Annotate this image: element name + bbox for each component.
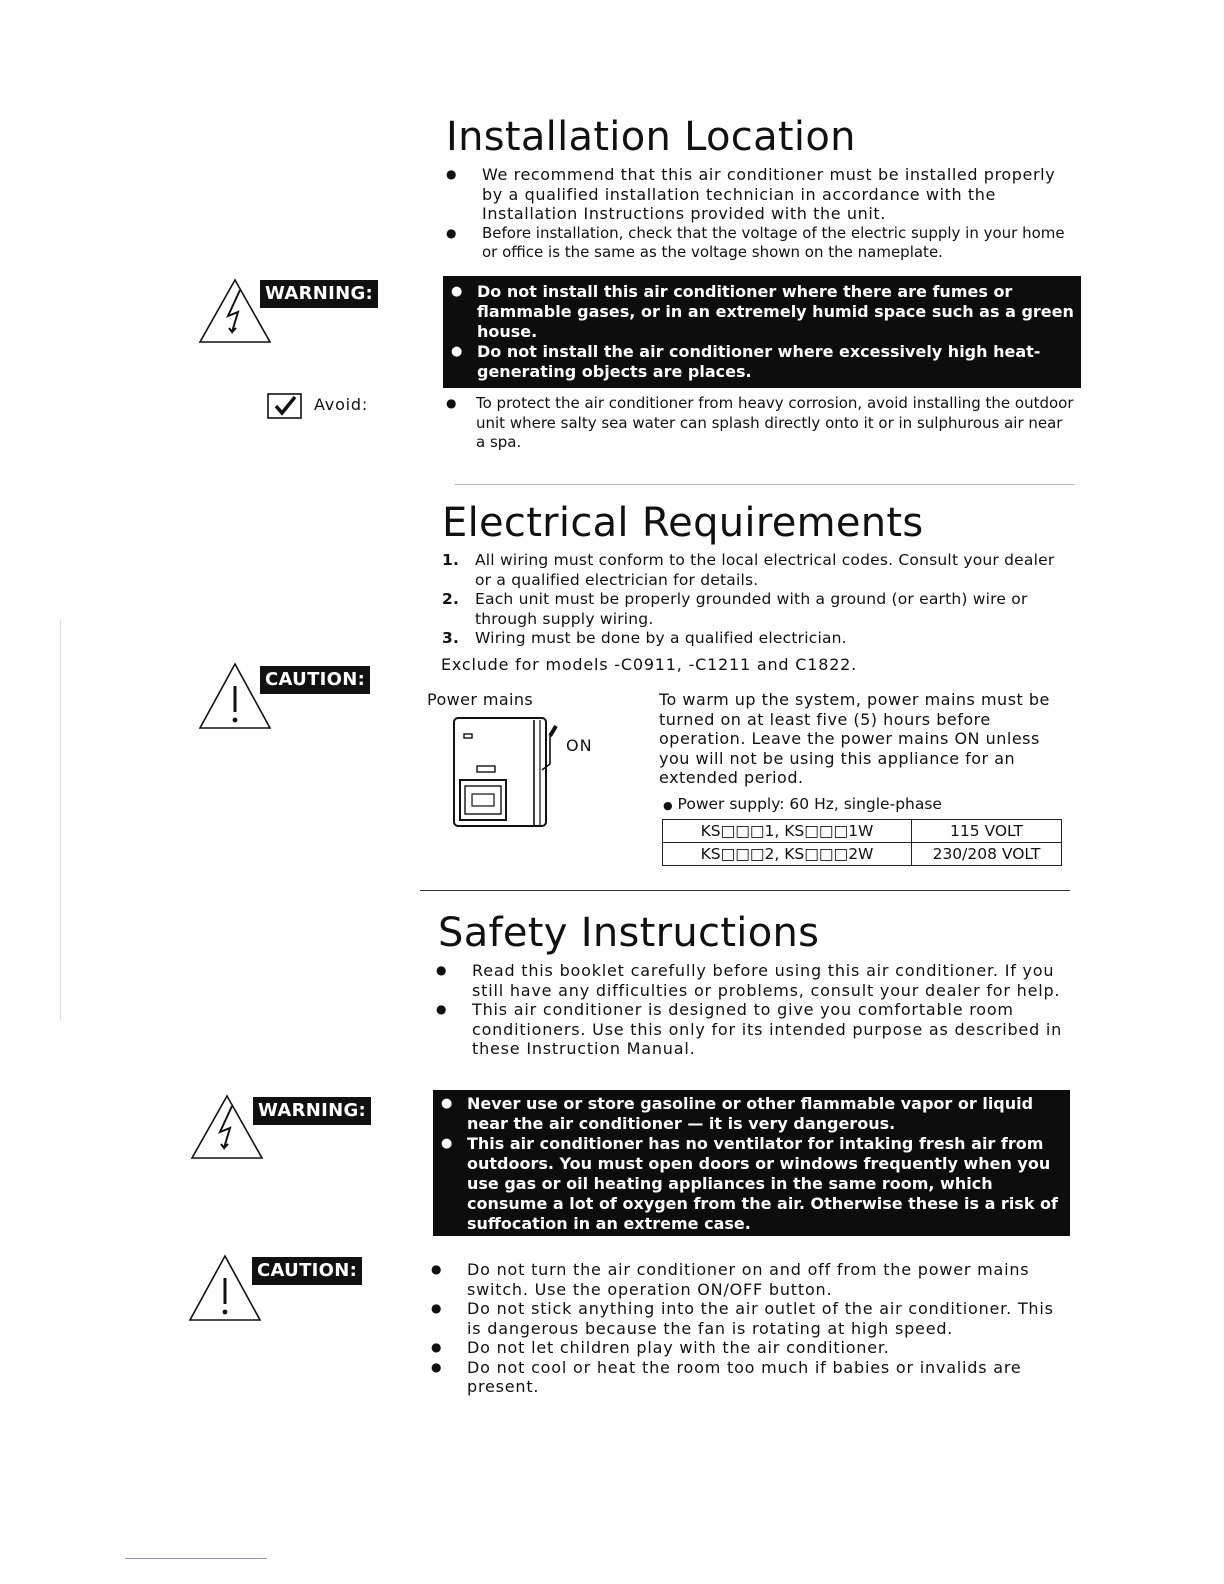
electrical-item-2-text: Each unit must be properly grounded with a ground (or earth) wire or through supply wiring. (475, 590, 1028, 628)
safety-warning-item-1: ● Never use or store gasoline or other flammable vapor or liquid near the air conditioner — it is very dangerous. (437, 1094, 1064, 1134)
electrical-item-3-text: Wiring must be done by a qualified electrician. (475, 629, 847, 647)
safety-title: Safety Instructions (438, 910, 820, 956)
electrical-item-3 (442, 629, 1072, 649)
power-supply-text (663, 795, 942, 813)
on-label: ON (566, 736, 593, 755)
section-divider-1 (455, 484, 1075, 485)
electrical-item-1-num: 1. (442, 551, 460, 569)
power-supply-label: Power supply: 60 Hz, single-phase (677, 795, 942, 813)
table-row (663, 843, 1062, 866)
safety-warning-box (433, 1090, 1070, 1236)
safety-bullet-2: ● This air conditioner is designed to give you comfortable room conditioners. Use this only for its intended purpose as described in these Instruction Manual. (436, 1000, 1066, 1059)
page-edge-mark (60, 620, 61, 1020)
voltage-model-cell: KS□□□1, KS□□□1W (663, 820, 912, 843)
voltage-model-cell: KS□□□2, KS□□□2W (663, 843, 912, 866)
electrical-item-2 (442, 590, 1072, 629)
installation-warning-box (443, 276, 1081, 388)
safety-bullets (436, 961, 1066, 1059)
electrical-title: Electrical Requirements (442, 500, 924, 546)
power-supply-bullet: ● (663, 799, 673, 812)
avoid-checkbox-icon (267, 391, 303, 425)
avoid-label: Avoid: (314, 395, 369, 414)
electrical-list (442, 551, 1072, 649)
installation-bullet-2: ● Before installation, check that the voltage of the electric supply in your home or office is the same as the voltage shown on the nameplate. (446, 224, 1076, 263)
safety-caution-list (431, 1260, 1071, 1397)
installation-warning-badge: WARNING: (260, 280, 378, 308)
table-row (663, 820, 1062, 843)
voltage-table (662, 819, 1062, 866)
electrical-item-2-num: 2. (442, 590, 460, 608)
voltage-value-cell: 230/208 VOLT (912, 843, 1062, 866)
installation-title: Installation Location (446, 114, 856, 160)
installation-warning-item-2: ● Do not install the air conditioner where excessively high heat-generating objects are places. (447, 342, 1075, 382)
safety-warning-badge: WARNING: (253, 1097, 371, 1125)
section-divider-2 (420, 890, 1070, 891)
electrical-caution-badge: CAUTION: (260, 666, 370, 694)
safety-caution-item-3: ● Do not let children play with the air conditioner. (431, 1338, 1071, 1358)
exclude-text: Exclude for models -C0911, -C1211 and C1822. (441, 655, 858, 674)
safety-caution-item-2: ● Do not stick anything into the air outlet of the air conditioner. This is dangerous because the fan is rotating at high speed. (431, 1299, 1071, 1338)
installation-bullet-1: ● We recommend that this air conditioner must be installed properly by a qualified installation technician in accordance with the Installation Instructions provided with the unit. (446, 165, 1076, 224)
safety-warning-item-2: ● This air conditioner has no ventilator for intaking fresh air from outdoors. You must open doors or windows frequently when you use gas or oil heating appliances in the same room, which consume a lot of oxygen from the air. Otherwise these is a risk of suffocation in an extreme case. (437, 1134, 1064, 1234)
electrical-item-1 (442, 551, 1072, 590)
safety-caution-item-1: ● Do not turn the air conditioner on and off from the power mains switch. Use the operation ON/OFF button. (431, 1260, 1071, 1299)
power-mains-switch-icon (450, 714, 562, 836)
warmup-text: To warm up the system, power mains must be turned on at least five (5) hours before operation. Leave the power mains ON unless you will not be using this appliance for an extended period. (659, 690, 1050, 787)
page-edge-mark-bottom (125, 1558, 267, 1559)
voltage-value-cell: 115 VOLT (912, 820, 1062, 843)
installation-warning-item-1: ● Do not install this air conditioner where there are fumes or flammable gases, or in an extremely humid space such as a green house. (447, 282, 1075, 342)
electrical-item-3-num: 3. (442, 629, 460, 647)
safety-bullet-1: ● Read this booklet carefully before using this air conditioner. If you still have any difficulties or problems, consult your dealer for help. (436, 961, 1066, 1000)
avoid-list (446, 394, 1076, 453)
installation-bullets (446, 165, 1076, 263)
power-mains-label: Power mains (427, 690, 534, 709)
electrical-item-1-text: All wiring must conform to the local electrical codes. Consult your dealer or a qualified electrician for details. (475, 551, 1055, 589)
safety-caution-item-4: ● Do not cool or heat the room too much if babies or invalids are present. (431, 1358, 1071, 1397)
safety-caution-badge: CAUTION: (252, 1257, 362, 1285)
avoid-text: ● To protect the air conditioner from heavy corrosion, avoid installing the outdoor unit where salty sea water can splash directly onto it or in sulphurous air near a spa. (446, 394, 1076, 453)
